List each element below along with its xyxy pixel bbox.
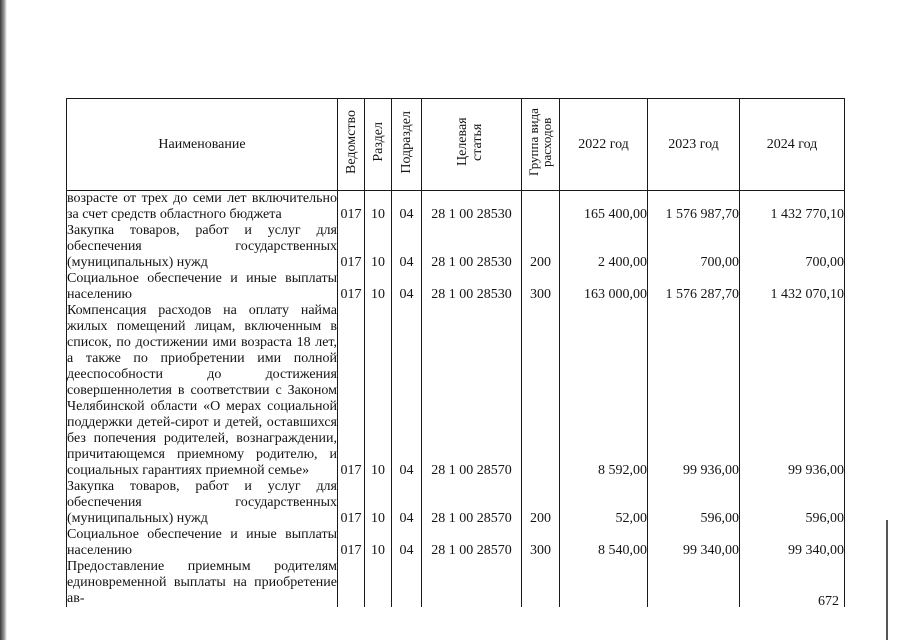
- cell-y2023: 1 576 287,70: [648, 271, 740, 303]
- table-row: [67, 223, 845, 271]
- cell-y2022: 8 540,00: [560, 527, 648, 559]
- cell-expense-group: [522, 303, 560, 479]
- table-row: [67, 527, 845, 559]
- cell-y2023: 99 340,00: [648, 527, 740, 559]
- header-name: Наименование: [67, 99, 338, 191]
- cell-y2024: 596,00: [740, 479, 845, 527]
- cell-section: 10: [365, 303, 392, 479]
- cell-y2022: 163 000,00: [560, 271, 648, 303]
- cell-y2023: 99 936,00: [648, 303, 740, 479]
- header-2024: 2024 год: [740, 99, 845, 191]
- cell-department: 017: [338, 303, 365, 479]
- cell-name: Закупка товаров, работ и услуг для обеспечения государственных (муниципальных) нужд: [67, 479, 337, 526]
- budget-table: [66, 98, 845, 607]
- cell-y2024: 99 340,00: [740, 527, 845, 559]
- cell-expense-group: 300: [522, 271, 560, 303]
- cell-expense-group: 300: [522, 527, 560, 559]
- cell-name: Закупка товаров, работ и услуг для обеспечения государственных (муниципальных) нужд: [67, 223, 337, 270]
- cell-y2022: 165 400,00: [560, 191, 648, 224]
- table-row: [67, 271, 845, 303]
- cell-section: 10: [365, 191, 392, 224]
- header-target-article: Целевая статья: [422, 99, 522, 191]
- cell-y2023: 700,00: [648, 223, 740, 271]
- table-row-continuation: [67, 559, 845, 607]
- header-section: Раздел: [365, 99, 392, 191]
- cell-subsection: 04: [392, 271, 422, 303]
- header-subsection: Подраздел: [392, 99, 422, 191]
- cell-empty: [522, 559, 560, 607]
- cell-name: возрасте от трех до семи лет включительно за счет средств областного бюджета: [67, 191, 337, 222]
- header-2022: 2022 год: [560, 99, 648, 191]
- table-row: [67, 303, 845, 479]
- cell-subsection: 04: [392, 527, 422, 559]
- header-2023: 2023 год: [648, 99, 740, 191]
- table-row: [67, 191, 845, 224]
- cell-empty: [392, 559, 422, 607]
- cell-department: 017: [338, 191, 365, 224]
- cell-empty: [338, 559, 365, 607]
- cell-y2023: 596,00: [648, 479, 740, 527]
- cell-target-article: 28 1 00 28530: [422, 271, 522, 303]
- cell-y2024: 1 432 070,10: [740, 271, 845, 303]
- cell-target-article: 28 1 00 28570: [422, 479, 522, 527]
- cell-target-article: 28 1 00 28530: [422, 191, 522, 224]
- cell-section: 10: [365, 271, 392, 303]
- cell-name: Компенсация расходов на оплату найма жилых помещений лицам, включенным в список, по достижении ими возраста 18 лет, а также по приобретении ими полной дееспособности до достижения совершеннолетия в соответствии с Законом Челябинской области «О мерах социальной поддержки детей-сирот и детей, оставшихся без попечения родителей, вознаграждении, причитающемся приемному родителю, и социальных гарантиях приемной семье»: [67, 303, 337, 478]
- cell-department: 017: [338, 527, 365, 559]
- cell-department: 017: [338, 223, 365, 271]
- cell-name: Социальное обеспечение и иные выплаты населению: [67, 271, 337, 302]
- cell-expense-group: 200: [522, 223, 560, 271]
- cell-y2024: 1 432 770,10: [740, 191, 845, 224]
- cell-target-article: 28 1 00 28530: [422, 223, 522, 271]
- cell-subsection: 04: [392, 191, 422, 224]
- cell-section: 10: [365, 479, 392, 527]
- cell-name: Социальное обеспечение и иные выплаты населению: [67, 527, 337, 558]
- page-number: 672: [818, 594, 839, 609]
- cell-expense-group: 200: [522, 479, 560, 527]
- cell-empty: [422, 559, 522, 607]
- cell-empty: [365, 559, 392, 607]
- cell-y2024: 700,00: [740, 223, 845, 271]
- cell-empty: [648, 559, 740, 607]
- scan-edge-mark: [886, 520, 888, 640]
- cell-target-article: 28 1 00 28570: [422, 527, 522, 559]
- cell-y2022: 2 400,00: [560, 223, 648, 271]
- cell-subsection: 04: [392, 303, 422, 479]
- cell-y2023: 1 576 987,70: [648, 191, 740, 224]
- cell-subsection: 04: [392, 479, 422, 527]
- cell-empty: [560, 559, 648, 607]
- cell-y2022: 8 592,00: [560, 303, 648, 479]
- cell-subsection: 04: [392, 223, 422, 271]
- cell-name: Предоставление приемным родителям единовременной выплаты на приобретение ав-: [67, 559, 337, 606]
- cell-target-article: 28 1 00 28570: [422, 303, 522, 479]
- table-row: [67, 479, 845, 527]
- scan-edge-shadow: [0, 0, 7, 640]
- cell-department: 017: [338, 271, 365, 303]
- cell-y2022: 52,00: [560, 479, 648, 527]
- header-department: Ведомство: [338, 99, 365, 191]
- cell-section: 10: [365, 223, 392, 271]
- header-expense-group: Группа вида расходов: [522, 99, 560, 191]
- cell-department: 017: [338, 479, 365, 527]
- cell-section: 10: [365, 527, 392, 559]
- cell-expense-group: [522, 191, 560, 224]
- cell-y2024: 99 936,00: [740, 303, 845, 479]
- table-header-row: [67, 99, 845, 191]
